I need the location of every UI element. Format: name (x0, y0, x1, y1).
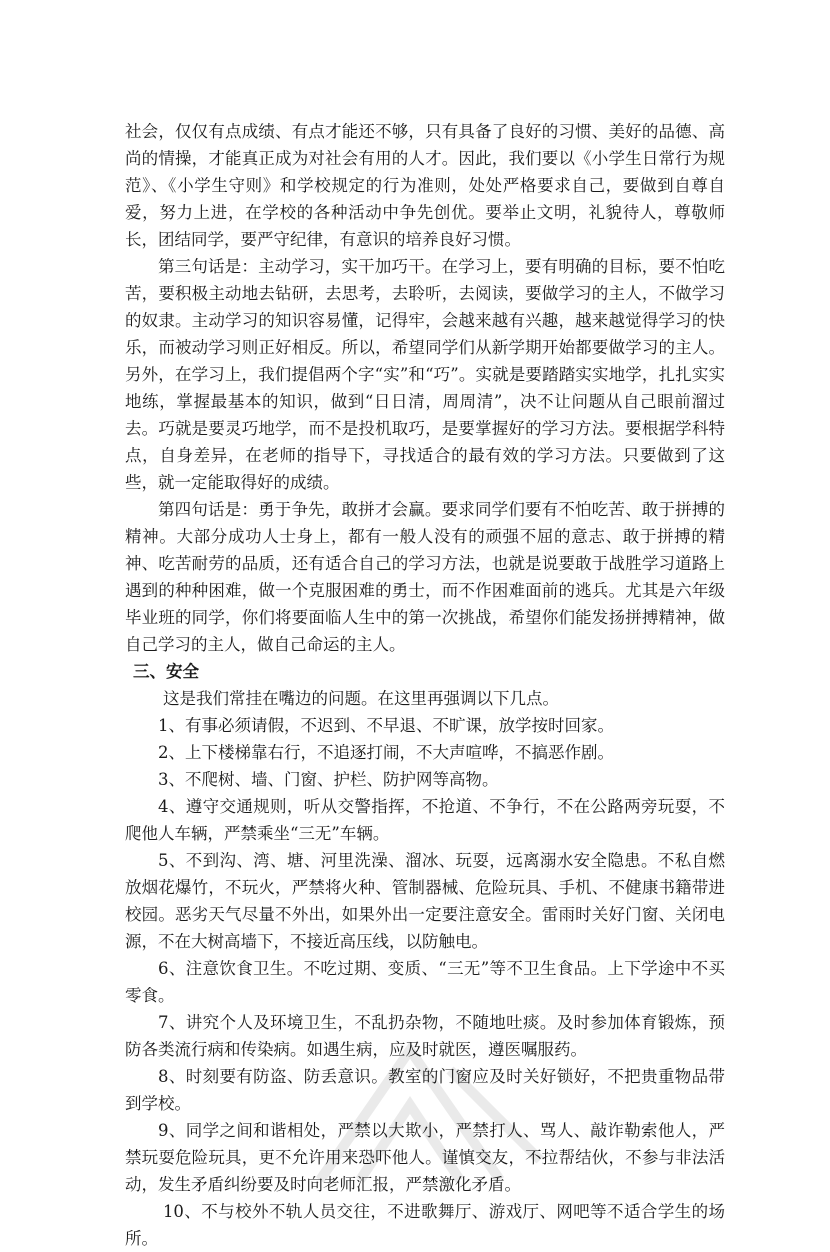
safety-intro: 这是我们常挂在嘴边的问题。在这里再强调以下几点。 (162, 689, 559, 708)
safety-item-3: 3、不爬树、墙、门窗、护栏、防护网等高物。 (158, 770, 499, 789)
document-body (125, 118, 725, 1252)
paragraph-continuation: 社会，仅仅有点成绩、有点才能还不够，只有具备了良好的习惯、美好的品德、高尚的情操，才能真正成为对社会有用的人才。因此，我们要以《小学生日常行为规范》、《小学生守则》和学校规定的行为准则，处处严格要求自己，要做到自尊自爱，努力上进，在学校的各种活动中争先创优。要举止文明，礼貌待人，尊敬师长，团结同学，要严守纪律，有意识的培养良好习惯。 (125, 122, 725, 249)
safety-item-5: 5、不到沟、湾、塘、河里洗澡、溜冰、玩耍，远离溺水安全隐患。不私自燃放烟花爆竹，不玩火，严禁将火种、管制器械、危险玩具、手机、不健康书籍带进校园。恶劣天气尽量不外出，如果外出一定要注意安全。雷雨时关好门窗、关闭电源，不在大树高墙下，不接近高压线，以防触电。 (125, 851, 725, 951)
paragraph-third-saying: 第三句话是：主动学习，实干加巧干。在学习上，要有明确的目标，要不怕吃苦，要积极主动地去钻研，去思考，去聆听，去阅读，要做学习的主人，不做学习的奴隶。主动学习的知识容易懂，记得牢，会越来越有兴趣，越来越觉得学习的快乐，而被动学习则正好相反。所以，希望同学们从新学期开始都要做学习的主人。另外，在学习上，我们提倡两个字“实”和“巧”。实就是要踏踏实实地学，扎扎实实地练，掌握最基本的知识，做到“日日清，周周清”，决不让问题从自己眼前溜过去。巧就是要灵巧地学，而不是投机取巧，是要掌握好的学习方法。要根据学科特点，自身差异，在老师的指导下，寻找适合的最有效的学习方法。只要做到了这些，就一定能取得好的成绩。 (125, 257, 725, 492)
safety-item-2: 2、上下楼梯靠右行，不追逐打闹，不大声喧哗，不搞恶作剧。 (158, 743, 614, 762)
safety-item-4: 4、遵守交通规则，听从交警指挥，不抢道、不争行，不在公路两旁玩耍，不爬他人车辆，严禁乘坐“三无”车辆。 (125, 797, 725, 843)
paragraph-fourth-saying: 第四句话是：勇于争先，敢拼才会赢。要求同学们要有不怕吃苦、敢于拼搏的精神。大部分成功人士身上，都有一般人没有的顽强不屈的意志、敢于拼搏的精神、吃苦耐劳的品质，还有适合自己的学习方法，也就是说要敢于战胜学习道路上遇到的种种困难，做一个克服困难的勇士，而不作困难面前的逃兵。尤其是六年级毕业班的同学，你们将要面临人生中的第一次挑战，希望你们能发扬拼搏精神，做自己学习的主人，做自己命运的主人。 (125, 500, 725, 654)
safety-item-6: 6、注意饮食卫生。不吃过期、变质、“三无”等不卫生食品。上下学途中不买零食。 (125, 959, 725, 1005)
safety-item-8: 8、时刻要有防盗、防丢意识。教室的门窗应及时关好锁好，不把贵重物品带到学校。 (125, 1067, 725, 1113)
safety-item-1: 1、有事必须请假，不迟到、不早退、不旷课，放学按时回家。 (158, 716, 614, 735)
section-heading-safety: 三、安全 (133, 662, 199, 681)
safety-item-9: 9、同学之间和谐相处，严禁以大欺小，严禁打人、骂人、敲诈勒索他人，严禁玩耍危险玩具，更不允许用来恐吓他人。谨慎交友，不拉帮结伙，不参与非法活动，发生矛盾纠纷要及时向老师汇报，严禁激化矛盾。 (125, 1121, 725, 1194)
safety-item-10: 10、不与校外不轨人员交往，不进歌舞厅、游戏厅、网吧等不适合学生的场所。 (125, 1202, 725, 1248)
safety-item-7: 7、讲究个人及环境卫生，不乱扔杂物，不随地吐痰。及时参加体育锻炼，预防各类流行病和传染病。如遇生病，应及时就医，遵医嘱服药。 (125, 1013, 725, 1059)
